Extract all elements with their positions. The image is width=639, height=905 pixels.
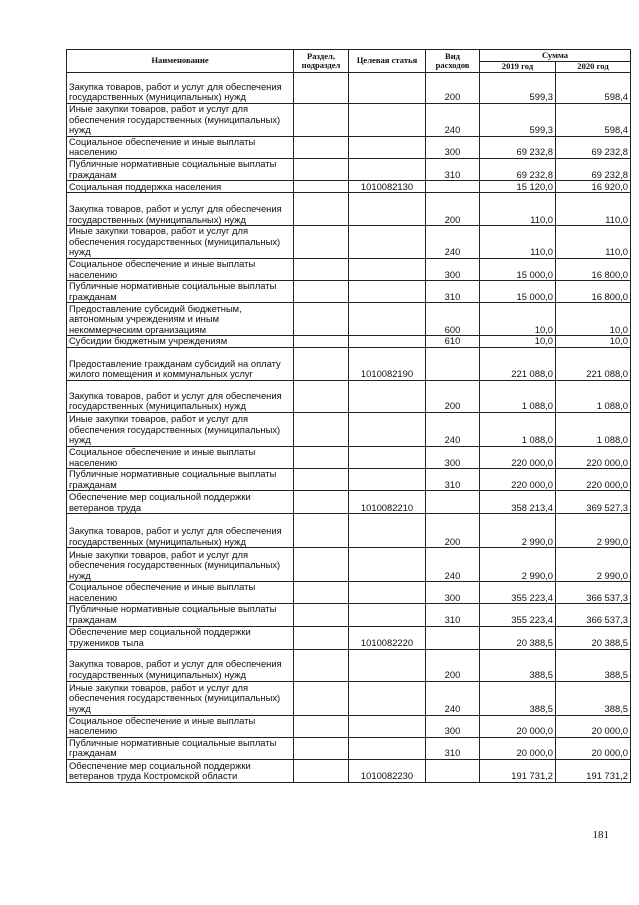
- row-2020-cell: 388,5: [556, 649, 631, 681]
- table-row: [67, 514, 631, 548]
- table-row: [67, 303, 631, 336]
- row-target-cell: [349, 604, 426, 626]
- row-name-cell: Закупка товаров, работ и услуг для обеспечения государственных (муниципальных) нужд: [67, 193, 294, 226]
- header-section: Раздел, подраздел: [294, 50, 349, 73]
- row-name-cell: Предоставление субсидий бюджетным, автономным учреждениям и иным некоммерческим организациям: [67, 303, 294, 336]
- row-type-cell: 240: [426, 548, 480, 582]
- row-name-cell: Социальное обеспечение и иные выплаты населению: [67, 136, 294, 158]
- row-2019-cell: 2 990,0: [480, 514, 556, 548]
- row-type-cell: 310: [426, 158, 480, 180]
- row-section-cell: [294, 548, 349, 582]
- row-target-cell: [349, 446, 426, 468]
- table-body: [67, 73, 631, 783]
- row-type-cell: 310: [426, 604, 480, 626]
- row-2020-cell: 1 088,0: [556, 380, 631, 412]
- row-2020-cell: 110,0: [556, 193, 631, 226]
- row-name-cell: Предоставление гражданам субсидий на оплату жилого помещения и коммунальных услуг: [67, 347, 294, 380]
- row-target-cell: [349, 737, 426, 759]
- row-section-cell: [294, 446, 349, 468]
- row-2020-cell: 366 537,3: [556, 604, 631, 626]
- row-2020-cell: 388,5: [556, 681, 631, 715]
- row-type-cell: 240: [426, 412, 480, 446]
- table-row: [67, 548, 631, 582]
- row-2019-cell: 221 088,0: [480, 347, 556, 380]
- row-type-cell: 200: [426, 380, 480, 412]
- row-2020-cell: 20 000,0: [556, 715, 631, 737]
- row-2020-cell: 220 000,0: [556, 446, 631, 468]
- header-target: Целевая статья: [349, 50, 426, 73]
- row-2020-cell: 220 000,0: [556, 469, 631, 491]
- row-2019-cell: 599,3: [480, 104, 556, 137]
- row-type-cell: [426, 347, 480, 380]
- row-section-cell: [294, 104, 349, 137]
- row-target-cell: [349, 73, 426, 104]
- row-name-cell: Закупка товаров, работ и услуг для обеспечения государственных (муниципальных) нужд: [67, 649, 294, 681]
- row-type-cell: [426, 491, 480, 514]
- row-name-cell: Публичные нормативные социальные выплаты гражданам: [67, 737, 294, 759]
- row-name-cell: Обеспечение мер социальной поддержки ветеранов труда: [67, 491, 294, 514]
- row-2019-cell: 15 000,0: [480, 258, 556, 280]
- row-2020-cell: 10,0: [556, 303, 631, 336]
- row-target-cell: [349, 649, 426, 681]
- row-type-cell: 240: [426, 226, 480, 259]
- row-type-cell: 300: [426, 258, 480, 280]
- row-2020-cell: 2 990,0: [556, 514, 631, 548]
- row-name-cell: Иные закупки товаров, работ и услуг для обеспечения государственных (муниципальных) нужд: [67, 226, 294, 259]
- row-name-cell: Социальное обеспечение и иные выплаты населению: [67, 715, 294, 737]
- page-number: 181: [592, 829, 609, 841]
- row-2019-cell: 10,0: [480, 303, 556, 336]
- row-2019-cell: 2 990,0: [480, 548, 556, 582]
- row-section-cell: [294, 737, 349, 759]
- row-name-cell: Социальная поддержка населения: [67, 181, 294, 193]
- row-section-cell: [294, 715, 349, 737]
- row-type-cell: 300: [426, 136, 480, 158]
- row-2019-cell: 388,5: [480, 681, 556, 715]
- row-section-cell: [294, 336, 349, 348]
- row-target-cell: [349, 136, 426, 158]
- table-row: [67, 336, 631, 348]
- row-name-cell: Субсидии бюджетным учреждениям: [67, 336, 294, 348]
- row-2020-cell: 366 537,3: [556, 582, 631, 604]
- row-type-cell: 300: [426, 715, 480, 737]
- row-section-cell: [294, 469, 349, 491]
- row-type-cell: 200: [426, 193, 480, 226]
- row-type-cell: 300: [426, 582, 480, 604]
- row-2020-cell: 69 232,8: [556, 158, 631, 180]
- row-name-cell: Социальное обеспечение и иные выплаты населению: [67, 258, 294, 280]
- row-section-cell: [294, 380, 349, 412]
- row-name-cell: Закупка товаров, работ и услуг для обеспечения государственных (муниципальных) нужд: [67, 514, 294, 548]
- row-target-cell: [349, 193, 426, 226]
- row-2019-cell: 220 000,0: [480, 469, 556, 491]
- row-section-cell: [294, 258, 349, 280]
- table-row: [67, 73, 631, 104]
- row-2019-cell: 69 232,8: [480, 136, 556, 158]
- row-2019-cell: 191 731,2: [480, 760, 556, 783]
- table-row: [67, 681, 631, 715]
- table-row: [67, 258, 631, 280]
- table-row: [67, 136, 631, 158]
- row-section-cell: [294, 514, 349, 548]
- header-name: Наименование: [67, 50, 294, 73]
- row-2019-cell: 355 223,4: [480, 582, 556, 604]
- row-target-cell: [349, 336, 426, 348]
- row-section-cell: [294, 158, 349, 180]
- row-name-cell: Публичные нормативные социальные выплаты гражданам: [67, 469, 294, 491]
- row-section-cell: [294, 226, 349, 259]
- row-type-cell: [426, 626, 480, 649]
- row-type-cell: 200: [426, 73, 480, 104]
- row-type-cell: 310: [426, 737, 480, 759]
- row-target-cell: [349, 104, 426, 137]
- row-type-cell: 300: [426, 446, 480, 468]
- row-section-cell: [294, 136, 349, 158]
- row-target-cell: 1010082230: [349, 760, 426, 783]
- row-target-cell: [349, 281, 426, 303]
- row-2019-cell: 20 000,0: [480, 715, 556, 737]
- row-section-cell: [294, 649, 349, 681]
- row-target-cell: 1010082220: [349, 626, 426, 649]
- row-name-cell: Социальное обеспечение и иные выплаты населению: [67, 446, 294, 468]
- row-2020-cell: 191 731,2: [556, 760, 631, 783]
- row-target-cell: [349, 582, 426, 604]
- row-name-cell: Публичные нормативные социальные выплаты гражданам: [67, 281, 294, 303]
- table-row: [67, 446, 631, 468]
- row-2020-cell: 598,4: [556, 73, 631, 104]
- row-2020-cell: 369 527,3: [556, 491, 631, 514]
- row-2020-cell: 598,4: [556, 104, 631, 137]
- row-2020-cell: 10,0: [556, 336, 631, 348]
- row-target-cell: [349, 380, 426, 412]
- row-target-cell: [349, 715, 426, 737]
- table-row: [67, 737, 631, 759]
- row-type-cell: [426, 181, 480, 193]
- table-row: [67, 158, 631, 180]
- table-row: [67, 412, 631, 446]
- row-section-cell: [294, 626, 349, 649]
- table-row: [67, 626, 631, 649]
- row-2020-cell: 2 990,0: [556, 548, 631, 582]
- table-row: [67, 193, 631, 226]
- row-target-cell: [349, 158, 426, 180]
- row-2019-cell: 15 000,0: [480, 281, 556, 303]
- table-row: [67, 347, 631, 380]
- row-2019-cell: 110,0: [480, 226, 556, 259]
- row-name-cell: Иные закупки товаров, работ и услуг для обеспечения государственных (муниципальных) нужд: [67, 104, 294, 137]
- row-type-cell: 310: [426, 469, 480, 491]
- row-2020-cell: 16 920,0: [556, 181, 631, 193]
- row-target-cell: 1010082190: [349, 347, 426, 380]
- row-type-cell: 240: [426, 681, 480, 715]
- header-sum: Сумма: [480, 50, 631, 62]
- row-2019-cell: 10,0: [480, 336, 556, 348]
- row-name-cell: Обеспечение мер социальной поддержки ветеранов труда Костромской области: [67, 760, 294, 783]
- row-type-cell: 610: [426, 336, 480, 348]
- row-section-cell: [294, 193, 349, 226]
- row-target-cell: [349, 226, 426, 259]
- row-target-cell: [349, 412, 426, 446]
- row-2019-cell: 110,0: [480, 193, 556, 226]
- table-row: [67, 582, 631, 604]
- row-section-cell: [294, 412, 349, 446]
- table-row: [67, 491, 631, 514]
- row-section-cell: [294, 604, 349, 626]
- row-name-cell: Закупка товаров, работ и услуг для обеспечения государственных (муниципальных) нужд: [67, 380, 294, 412]
- row-name-cell: Публичные нормативные социальные выплаты гражданам: [67, 158, 294, 180]
- row-name-cell: Иные закупки товаров, работ и услуг для обеспечения государственных (муниципальных) нужд: [67, 681, 294, 715]
- header-2019: 2019 год: [480, 62, 556, 73]
- row-2019-cell: 599,3: [480, 73, 556, 104]
- table-row: [67, 281, 631, 303]
- row-2019-cell: 20 388,5: [480, 626, 556, 649]
- table-row: [67, 380, 631, 412]
- row-target-cell: [349, 548, 426, 582]
- row-name-cell: Публичные нормативные социальные выплаты гражданам: [67, 604, 294, 626]
- row-name-cell: Закупка товаров, работ и услуг для обеспечения государственных (муниципальных) нужд: [67, 73, 294, 104]
- row-section-cell: [294, 681, 349, 715]
- row-2019-cell: 1 088,0: [480, 412, 556, 446]
- row-section-cell: [294, 303, 349, 336]
- header-type: Вид расходов: [426, 50, 480, 73]
- row-2019-cell: 15 120,0: [480, 181, 556, 193]
- row-2019-cell: 69 232,8: [480, 158, 556, 180]
- row-section-cell: [294, 760, 349, 783]
- row-2020-cell: 16 800,0: [556, 258, 631, 280]
- row-2020-cell: 69 232,8: [556, 136, 631, 158]
- row-section-cell: [294, 73, 349, 104]
- table-row: [67, 604, 631, 626]
- row-section-cell: [294, 281, 349, 303]
- row-target-cell: [349, 514, 426, 548]
- row-name-cell: Обеспечение мер социальной поддержки тружеников тыла: [67, 626, 294, 649]
- row-2020-cell: 20 000,0: [556, 737, 631, 759]
- row-target-cell: 1010082210: [349, 491, 426, 514]
- row-2020-cell: 110,0: [556, 226, 631, 259]
- row-2019-cell: 220 000,0: [480, 446, 556, 468]
- table-row: [67, 649, 631, 681]
- row-name-cell: Социальное обеспечение и иные выплаты населению: [67, 582, 294, 604]
- row-2020-cell: 16 800,0: [556, 281, 631, 303]
- table-row: [67, 226, 631, 259]
- row-name-cell: Иные закупки товаров, работ и услуг для обеспечения государственных (муниципальных) нужд: [67, 412, 294, 446]
- budget-table: [66, 49, 631, 783]
- row-section-cell: [294, 491, 349, 514]
- row-section-cell: [294, 347, 349, 380]
- table-row: [67, 469, 631, 491]
- row-section-cell: [294, 582, 349, 604]
- row-2019-cell: 1 088,0: [480, 380, 556, 412]
- row-type-cell: 310: [426, 281, 480, 303]
- header-2020: 2020 год: [556, 62, 631, 73]
- row-name-cell: Иные закупки товаров, работ и услуг для обеспечения государственных (муниципальных) нужд: [67, 548, 294, 582]
- row-2019-cell: 355 223,4: [480, 604, 556, 626]
- row-2019-cell: 20 000,0: [480, 737, 556, 759]
- row-type-cell: 240: [426, 104, 480, 137]
- row-2019-cell: 358 213,4: [480, 491, 556, 514]
- row-2020-cell: 20 388,5: [556, 626, 631, 649]
- row-type-cell: 200: [426, 649, 480, 681]
- row-target-cell: [349, 303, 426, 336]
- row-target-cell: [349, 681, 426, 715]
- table-row: [67, 715, 631, 737]
- row-2020-cell: 221 088,0: [556, 347, 631, 380]
- row-2019-cell: 388,5: [480, 649, 556, 681]
- table-row: [67, 760, 631, 783]
- table-row: [67, 104, 631, 137]
- row-section-cell: [294, 181, 349, 193]
- table-row: [67, 181, 631, 193]
- row-type-cell: 600: [426, 303, 480, 336]
- row-type-cell: [426, 760, 480, 783]
- row-target-cell: [349, 469, 426, 491]
- row-target-cell: [349, 258, 426, 280]
- row-type-cell: 200: [426, 514, 480, 548]
- row-target-cell: 1010082130: [349, 181, 426, 193]
- row-2020-cell: 1 088,0: [556, 412, 631, 446]
